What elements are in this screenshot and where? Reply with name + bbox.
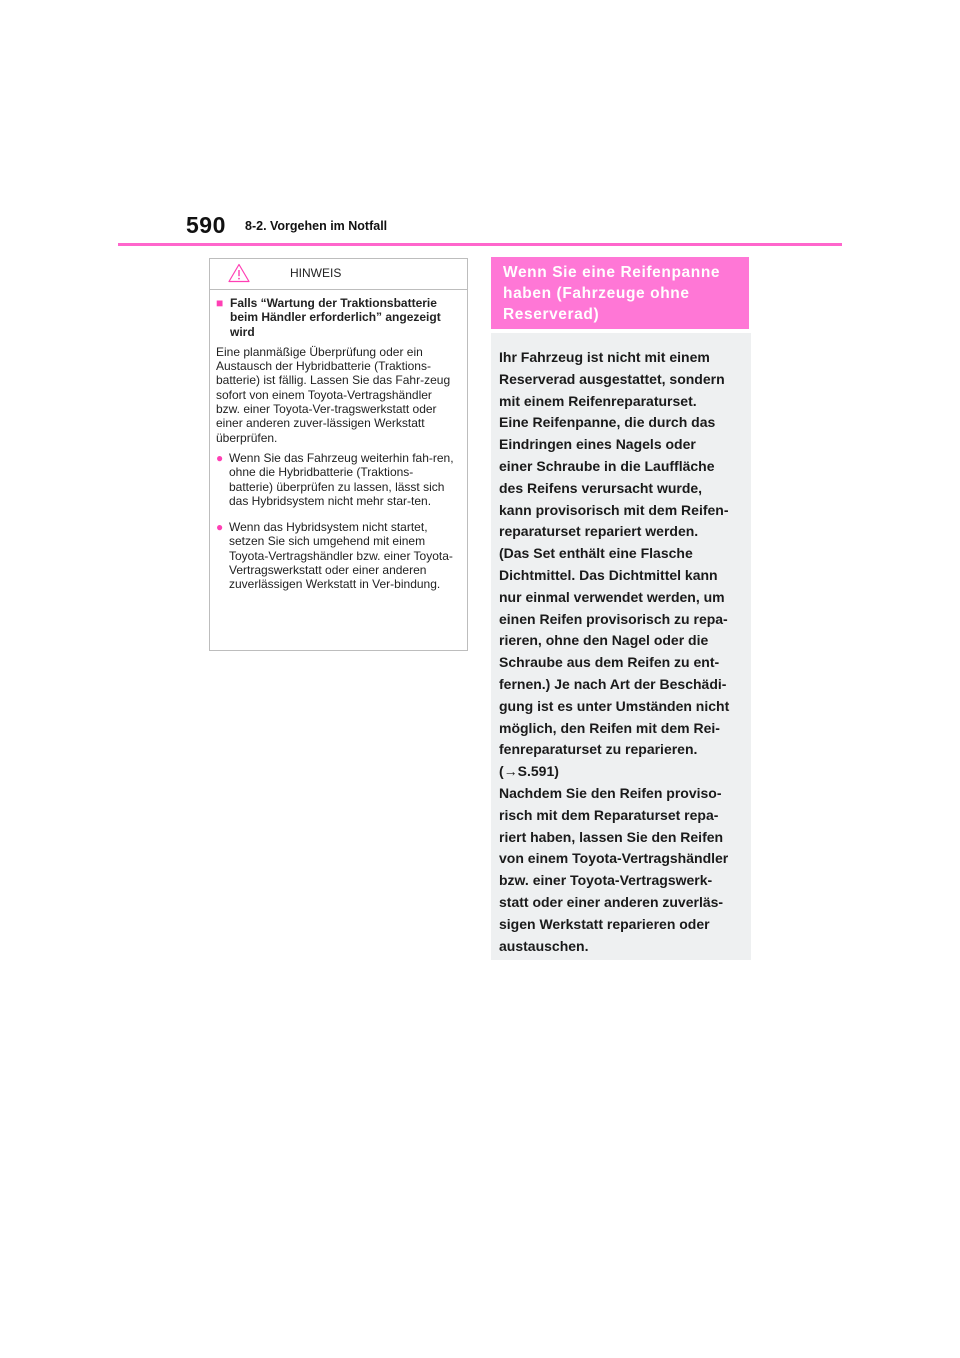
section-heading: Wenn Sie eine Reifenpanne haben (Fahrzeuge ohne Reserverad) bbox=[503, 264, 721, 323]
section-paragraph: Ihr Fahrzeug ist nicht mit einem Reserverad ausgestattet, sondern mit einem Reifenreparaturset. Eine Reifenpanne, die durch das Eindringen eines Nagels oder einer Schraube in die Lauffläche des Reifens verursacht wurde, kann provisorisch mit dem Reifen- reparaturset repariert werden. (Das Set enthält eine Flasche Dichtmittel. Das Dichtmittel kann nur einmal verwendet werden, um einen Reifen provisorisch zu repa- rieren, ohne den Nagel oder die Schraube aus dem Reifen zu ent- fernen.) Je nach Art der Beschädi- gung ist es unter Umständen nicht möglich, den Reifen mit dem Rei- fenreparaturset zu reparieren. (→S.591) bbox=[499, 349, 730, 780]
notice-item-text: Wenn Sie das Fahrzeug weiterhin fah-ren, ohne die Hybridbatterie (Traktions-batterie) überprüfen zu lassen, lässt sich das Hybridsystem nicht mehr star-ten. bbox=[229, 450, 454, 508]
notice-heading bbox=[216, 296, 459, 339]
notice-label: HINWEIS bbox=[290, 266, 342, 280]
notice-item-text: Wenn das Hybridsystem nicht startet, setzen Sie sich umgehend mit einem Toyota-Vertragshändler bzw. einer Toyota-Vertragswerkstatt oder einer anderen zuverlässigen Werkstatt in Ver-bindung. bbox=[229, 520, 453, 592]
round-bullet-icon: ● bbox=[216, 520, 224, 535]
warning-triangle-icon bbox=[228, 263, 250, 283]
notice-box bbox=[209, 258, 468, 651]
square-bullet-icon: ■ bbox=[216, 296, 224, 310]
notice-paragraph: Eine planmäßige Überprüfung oder ein Austausch der Hybridbatterie (Traktions-batterie) ist fällig. Lassen Sie das Fahr-zeug sofort von einem Toyota-Vertragshändler bzw. einer Toyota-Ver-tragswerkstatt oder einer anderen zuver-lässigen Werkstatt überprüfen. bbox=[216, 344, 451, 445]
section-heading-box bbox=[491, 257, 749, 329]
notice-heading-text: Falls “Wartung der Traktionsbatterie beim Händler erforderlich” angezeigt wird bbox=[230, 296, 441, 339]
section-body-box bbox=[491, 333, 751, 960]
notice-item bbox=[216, 520, 459, 591]
notice-body bbox=[210, 290, 467, 592]
page-number: 590 bbox=[186, 212, 226, 238]
section-title: 8-2. Vorgehen im Notfall bbox=[245, 219, 388, 233]
section-body bbox=[499, 347, 745, 957]
notice-item bbox=[216, 451, 459, 508]
header-rule bbox=[118, 243, 842, 246]
section-paragraph: Nachdem Sie den Reifen proviso- risch mit dem Reparaturset repa- riert haben, lassen Sie den Reifen von einem Toyota-Vertragshändler bzw. einer Toyota-Vertragswerk- statt oder einer anderen zuverläs- sigen Werkstatt reparieren oder austauschen. bbox=[499, 784, 729, 954]
round-bullet-icon: ● bbox=[216, 450, 224, 465]
notice-header bbox=[210, 259, 467, 290]
